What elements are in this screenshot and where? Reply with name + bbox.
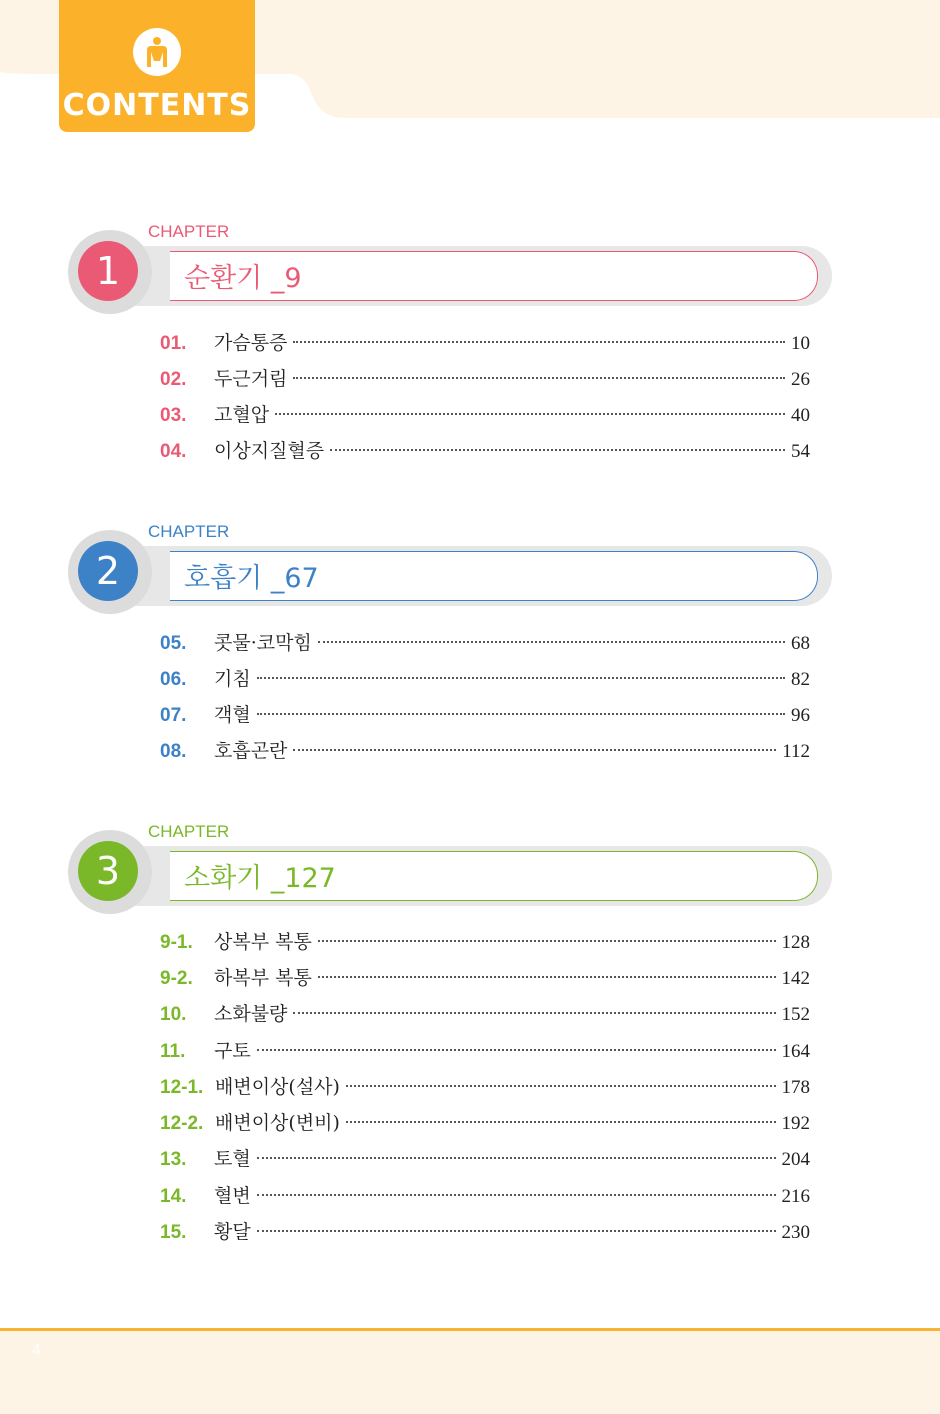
chapter-header-2 <box>68 522 832 610</box>
toc-entry-title: 고혈압 <box>214 404 270 426</box>
toc-entry-page: 230 <box>781 1222 810 1243</box>
dot-leader <box>257 677 785 679</box>
toc-entry[interactable] <box>160 963 810 991</box>
toc-entry-number: 05. <box>160 633 187 654</box>
toc-entry-number: 11. <box>160 1041 186 1062</box>
chapter-number: 2 <box>78 541 138 601</box>
toc-entry-title: 배변이상(설사) <box>215 1076 340 1098</box>
person-icon <box>132 27 182 77</box>
chapter-number: 1 <box>78 241 138 301</box>
toc-entry[interactable] <box>160 328 810 356</box>
toc-entry-page: 178 <box>781 1077 810 1098</box>
toc-entry-title: 콧물·코막힘 <box>214 632 312 654</box>
chapter-number-disk <box>68 530 152 614</box>
toc-entry-title: 기침 <box>214 668 251 690</box>
toc-entry-number: 02. <box>160 369 187 390</box>
chapter-number: 3 <box>78 841 138 901</box>
toc-entry-number: 10. <box>160 1004 187 1025</box>
toc-entry-page: 112 <box>782 741 810 762</box>
dot-leader <box>293 377 785 379</box>
toc-entry-number: 12-1. <box>160 1077 204 1098</box>
chapter-label: CHAPTER <box>148 222 230 241</box>
toc-entry[interactable] <box>160 1036 810 1064</box>
toc-entry[interactable] <box>160 999 810 1027</box>
dot-leader <box>293 1012 775 1014</box>
chapter-title: 소화기 _127 <box>184 863 336 894</box>
toc-entry-page: 164 <box>781 1041 810 1062</box>
toc-entry[interactable] <box>160 1144 810 1172</box>
toc-entry-title: 객혈 <box>214 704 251 726</box>
toc-entry-page: 40 <box>791 405 810 426</box>
toc-entry-page: 216 <box>781 1186 810 1207</box>
toc-entry-title: 두근거림 <box>214 368 288 390</box>
toc-entry[interactable] <box>160 1072 810 1100</box>
toc-entry-title: 배변이상(변비) <box>215 1112 340 1134</box>
toc-entry-page: 82 <box>791 669 810 690</box>
dot-leader <box>293 341 785 343</box>
dot-leader <box>293 749 776 751</box>
chapter-label: CHAPTER <box>148 522 230 541</box>
toc-entry-number: 03. <box>160 405 187 426</box>
chapter-number-disk <box>68 230 152 314</box>
toc-entry[interactable] <box>160 664 810 692</box>
chapter-label: CHAPTER <box>148 822 230 841</box>
toc-entry-title: 상복부 복통 <box>214 931 312 953</box>
toc-entry-page: 54 <box>791 441 810 462</box>
toc-entry-number: 04. <box>160 441 187 462</box>
dot-leader <box>257 1049 776 1051</box>
toc-entry-number: 13. <box>160 1149 187 1170</box>
toc-entry-page: 142 <box>781 968 810 989</box>
toc-entry-number: 01. <box>160 333 187 354</box>
toc-entry[interactable] <box>160 1181 810 1209</box>
toc-entry-page: 128 <box>781 932 810 953</box>
toc-entry-number: 9-2. <box>160 968 193 989</box>
dot-leader <box>318 940 776 942</box>
toc-entry-title: 혈변 <box>214 1185 251 1207</box>
toc-entry-title: 소화불량 <box>214 1003 288 1025</box>
toc-entry-number: 07. <box>160 705 187 726</box>
toc-entry-page: 10 <box>791 333 810 354</box>
dot-leader <box>257 1194 776 1196</box>
toc-entry-title: 구토 <box>214 1040 251 1062</box>
dot-leader <box>318 641 785 643</box>
page-number: 4 <box>32 1342 41 1359</box>
chapter-header-1 <box>68 222 832 310</box>
toc-entry[interactable] <box>160 927 810 955</box>
dot-leader <box>346 1121 776 1123</box>
toc-entry-title: 가슴통증 <box>214 332 288 354</box>
toc-entry-number: 15. <box>160 1222 187 1243</box>
toc-entry-title: 하복부 복통 <box>214 967 312 989</box>
dot-leader <box>346 1085 776 1087</box>
toc-entry-number: 9-1. <box>160 932 193 953</box>
toc-entry-page: 68 <box>791 633 810 654</box>
toc-entry[interactable] <box>160 1108 810 1136</box>
toc-entry[interactable] <box>160 700 810 728</box>
chapter-number-disk <box>68 830 152 914</box>
toc-entry-page: 204 <box>781 1149 810 1170</box>
toc-entry-title: 토혈 <box>214 1148 251 1170</box>
toc-entry[interactable] <box>160 1217 810 1245</box>
dot-leader <box>330 449 785 451</box>
dot-leader <box>257 1230 776 1232</box>
footer-band <box>0 1328 940 1414</box>
contents-title: CONTENTS <box>62 88 252 123</box>
toc-entry-page: 26 <box>791 369 810 390</box>
toc-entry[interactable] <box>160 736 810 764</box>
toc-entry-page: 96 <box>791 705 810 726</box>
chapter-header-3 <box>68 822 832 910</box>
chapter-title: 호흡기 _67 <box>184 563 319 594</box>
toc-entry-page: 192 <box>781 1113 810 1134</box>
toc-entry-number: 06. <box>160 669 187 690</box>
toc-entry-page: 152 <box>781 1004 810 1025</box>
toc-entry-title: 이상지질혈증 <box>214 440 325 462</box>
dot-leader <box>275 413 785 415</box>
toc-entry-number: 14. <box>160 1186 187 1207</box>
dot-leader <box>257 1157 776 1159</box>
toc-entry-number: 12-2. <box>160 1113 204 1134</box>
toc-entry[interactable] <box>160 628 810 656</box>
dot-leader <box>318 976 776 978</box>
dot-leader <box>257 713 785 715</box>
chapter-title: 순환기 _9 <box>184 263 302 294</box>
toc-entry-title: 호흡곤란 <box>214 740 288 762</box>
toc-entry[interactable] <box>160 436 810 464</box>
toc-entry[interactable] <box>160 364 810 392</box>
toc-entry-number: 08. <box>160 741 187 762</box>
toc-entry-title: 황달 <box>214 1221 251 1243</box>
toc-entry[interactable] <box>160 400 810 428</box>
